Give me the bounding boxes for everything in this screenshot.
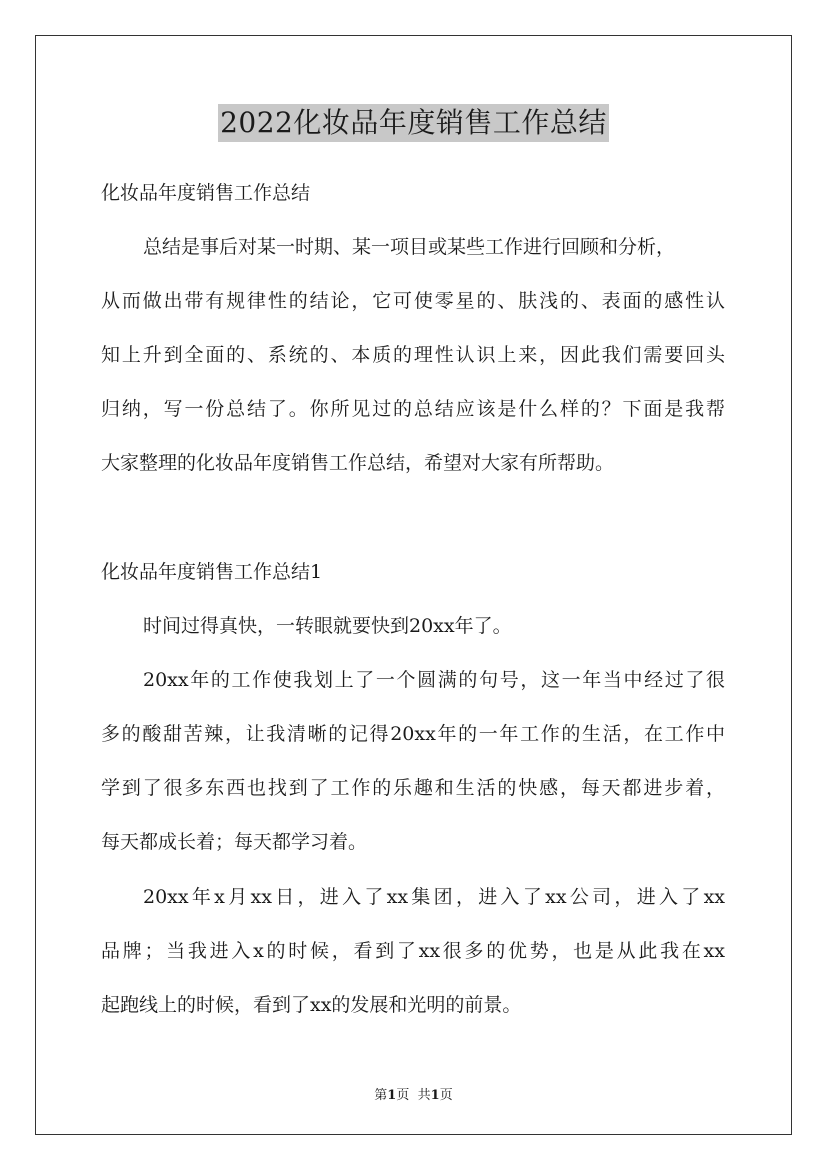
paragraph-line: 多的酸甜苦辣，让我清晰的记得20xx年的一年工作的生活，在工作中	[101, 723, 725, 745]
paragraph-line: 总结是事后对某一时期、某一项目或某些工作进行回顾和分析，	[143, 236, 676, 258]
paragraph-line: 品牌；当我进入x的时候，看到了xx很多的优势，也是从此我在xx	[101, 940, 725, 962]
footer-page-number: 1	[387, 1088, 397, 1103]
paragraph-line: 归纳，写一份总结了。你所见过的总结应该是什么样的？下面是我帮	[101, 398, 725, 420]
section-heading: 化妆品年度销售工作总结1	[101, 561, 323, 583]
footer-total-prefix: 共	[417, 1088, 431, 1103]
section-heading: 化妆品年度销售工作总结	[101, 182, 311, 204]
paragraph-line: 每天都成长着；每天都学习着。	[101, 831, 368, 853]
document-title: 2022化妆品年度销售工作总结	[218, 104, 609, 142]
paragraph-line: 时间过得真快，一转眼就要快到20xx年了。	[143, 615, 512, 637]
page-footer	[0, 1084, 827, 1103]
footer-total-suffix: 页	[439, 1088, 453, 1103]
paragraph-line: 大家整理的化妆品年度销售工作总结，希望对大家有所帮助。	[101, 452, 615, 474]
footer-page-prefix: 第	[374, 1088, 388, 1103]
paragraph-line: 起跑线上的时候，看到了xx的发展和光明的前景。	[101, 994, 522, 1016]
footer-page-suffix: 页	[396, 1088, 410, 1103]
paragraph-line: 学到了很多东西也找到了工作的乐趣和生活的快感，每天都进步着，	[101, 777, 725, 799]
paragraph-line: 知上升到全面的、系统的、本质的理性认识上来，因此我们需要回头	[101, 344, 725, 366]
paragraph-line: 从而做出带有规律性的结论，它可使零星的、肤浅的、表面的感性认	[101, 290, 725, 312]
paragraph-line: 20xx年x月xx日，进入了xx集团，进入了xx公司，进入了xx	[143, 886, 725, 908]
footer-total-number: 1	[430, 1088, 440, 1103]
title-wrap	[0, 104, 827, 142]
paragraph-line: 20xx年的工作使我划上了一个圆满的句号，这一年当中经过了很	[143, 669, 725, 691]
